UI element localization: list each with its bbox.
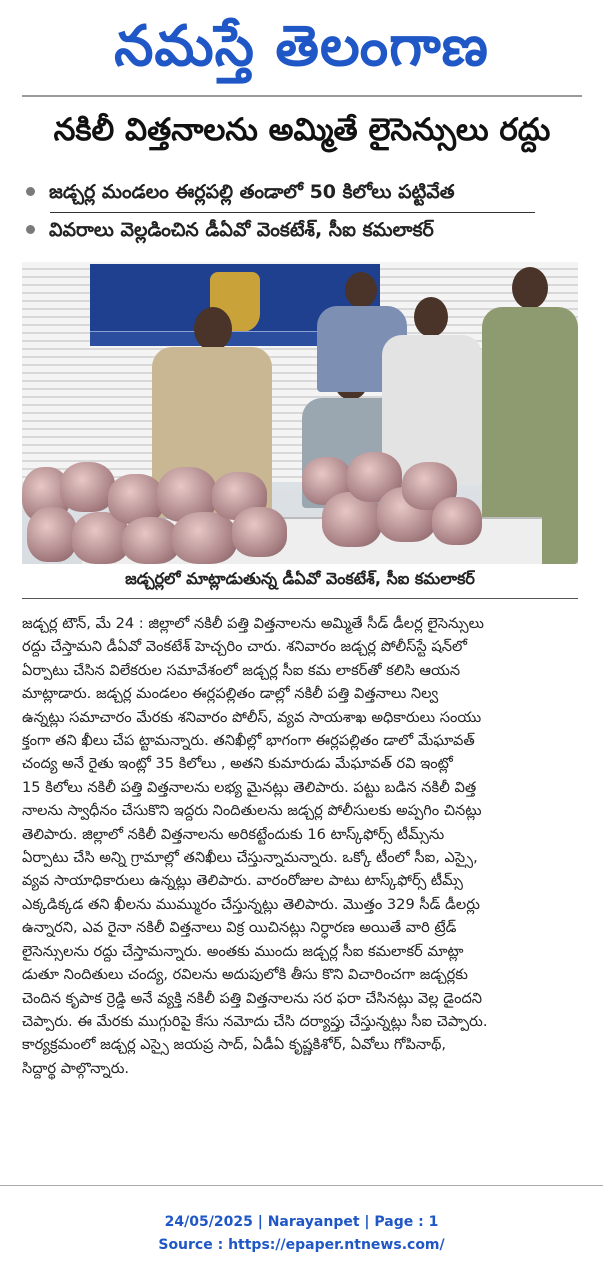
article-body	[22, 612, 582, 1080]
article-line: మాట్లాడారు. జడ్చర్ల మండలం ఈర్లపల్లితం డాల్లో నకిలీ పత్తి విత్తనాలు నిల్వ	[22, 685, 439, 703]
caption-divider	[22, 598, 578, 599]
seed-bag	[172, 512, 237, 564]
article-line: చెప్పారు. ఈ మేరకు ముగ్గురిపై కేసు నమోదు చేసి దర్యాప్తు చేస్తున్నట్లు సీఐ చెప్పారు.	[22, 1012, 488, 1030]
article-headline: నకిలీ విత్తనాలను అమ్మితే లైసెన్సులు రద్దు	[53, 112, 551, 148]
seed-bag	[432, 497, 482, 545]
article-line: లైసెన్సులను రద్దు చేస్తామన్నారు. అంతకు ముందు జడ్చర్ల సీఐ కమలాకర్ మాట్లా	[22, 942, 464, 960]
article-line: చంద్య అనే రైతు ఇంట్లో 35 కిలోలు , అతని కుమారుడు మేఘావత్ రవి ఇంట్లో	[22, 755, 453, 773]
article-line: చెందిన కృపాక ర్రెడ్డి అనే వ్యక్తి నకిలీ పత్తి విత్తనాలను సర ఫరా చేసినట్లు వెల్ల డైందని	[22, 989, 483, 1007]
footer-divider	[0, 1185, 603, 1186]
article-line: వ్యవ సాయాధికారులు ఉన్నట్లు తెలిపారు. వారంరోజుల పాటు టాస్క్‌ఫోర్స్ టీమ్స్	[22, 872, 463, 890]
seed-bag	[60, 462, 115, 512]
footer-date-edition: 24/05/2025 | Narayanpet | Page : 1	[164, 1214, 439, 1230]
seed-bag	[27, 507, 77, 562]
footer-source: Source : https://epaper.ntnews.com/	[158, 1237, 445, 1253]
subheading-bullet	[22, 216, 582, 244]
newspaper-masthead: నమస్తే తెలంగాణ	[114, 14, 489, 79]
photo-caption: జడ్చర్లలో మాట్లాడుతున్న డీఏవో వెంకటేశ్, సీఐ కమలాకర్	[125, 569, 475, 588]
article-line: కార్యక్రమంలో జడ్చర్ల ఎస్సై జయప్ర సాద్, ఏడీఏ కృష్ణకిశోర్, ఏవోలు గోపినాథ్,	[22, 1036, 447, 1054]
article-line: ఎక్కడిక్కడ తని ఖీలను ముమ్మురం చేస్తున్నట్లు తెలిపారు. మొత్తం 329 సీడ్ డీలర్లు	[22, 895, 480, 913]
subheading-text: జడ్చర్ల మండలం ఈర్లపల్లి తండాలో 50 కిలోలు పట్టివేత	[49, 181, 455, 203]
subheading-text: వివరాలు వెల్లడించిన డీఏవో వెంకటేశ్, సీఐ కమలాకర్	[49, 219, 434, 241]
article-line: ఏర్పాటు చేసిన విలేకరుల సమావేశంలో జడ్చర్ల సీఐ కమ లాకర్‌తో కలిసి ఆయన	[22, 661, 461, 679]
article-line: సిద్దార్థ పాల్గొన్నారు.	[22, 1059, 130, 1077]
bullet-dot-icon	[26, 187, 35, 196]
article-line: నాలను స్వాధీనం చేసుకొని ఇద్దరు నిందితులను జడ్చర్ల పోలీసులకు అప్పగిం చినట్లు	[22, 802, 482, 820]
article-line: ఏర్పాటు చేసి అన్ని గ్రామాల్లో తనిఖీలు చేస్తున్నామన్నారు. ఒక్కో టీంలో సీఐ, ఎస్సై,	[22, 849, 478, 867]
bullet-dot-icon	[26, 225, 35, 234]
article-line: రద్దు చేస్తామని డీఏవో వెంకటేశ్ హెచ్చరిం చారు. శనివారం జడ్చర్ల పోలీస్‌స్టే షన్‌లో	[22, 638, 468, 656]
masthead-divider	[22, 95, 582, 97]
article-line: ఉన్నట్లు సమాచారం మేరకు శనివారం పోలీస్, వ్యవ సాయశాఖ అధికారులు సంయు	[22, 708, 482, 726]
article-line: ఉన్నారని, ఎవ రైనా నకిలీ విత్తనాలు విక్ర యిచినట్లు నిర్ధారణ అయితే వారి ట్రేడ్	[22, 919, 457, 937]
person-standing	[382, 297, 482, 487]
article-line: క్తంగా తని ఖీలు చేప ట్టామన్నారు. తనిఖీల్లో భాగంగా ఈర్లపల్లితం డాలో మేఘావత్	[22, 732, 475, 750]
news-photo	[22, 262, 578, 564]
article-line: 15 కిలోలు నకిలీ పత్తి విత్తనాలను లభ్య మైనట్లు తెలిపారు. పట్టు బడిన నకిలీ విత్త	[22, 778, 477, 796]
article-line: జడ్చర్ల టౌన్, మే 24 : జిల్లాలో నకిలీ పత్తి విత్తనాలను అమ్మితే సీడ్ డీలర్ల లైసెన్సులు	[22, 615, 484, 632]
subheading-bullet	[22, 178, 582, 206]
seed-bag	[232, 507, 287, 557]
subheading-divider	[50, 212, 535, 213]
article-line: తెలిపారు. జిల్లాలో నకిలీ విత్తనాలను అరికట్టేందుకు 16 టాస్క్‌ఫోర్స్ టీమ్స్‌ను	[22, 825, 445, 843]
article-line: డుతూ నిందితులు చంద్య, రవిలను అదుపులోకి తీసు కొని విచారించగా జడ్చర్లకు	[22, 966, 468, 984]
